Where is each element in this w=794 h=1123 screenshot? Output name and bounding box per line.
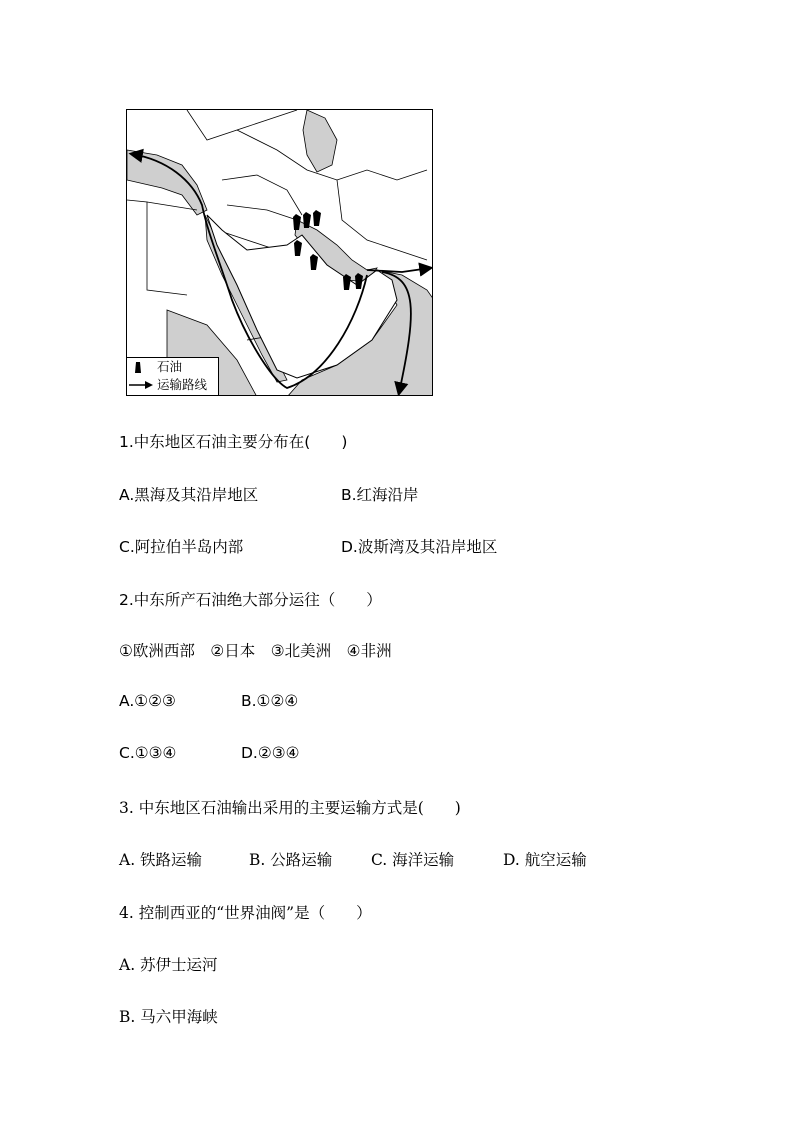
q1-option-b: B.红海沿岸	[341, 486, 419, 504]
question-3-stem: 3. 中东地区石油输出采用的主要运输方式是( )	[119, 799, 461, 817]
legend-route	[127, 376, 218, 394]
legend-oil	[127, 358, 218, 376]
legend-route-label: 运输路线	[157, 377, 208, 392]
map-drawing	[127, 110, 433, 396]
q1-option-a: A.黑海及其沿岸地区	[119, 486, 259, 504]
q3-option-d: D. 航空运输	[503, 851, 587, 869]
question-1-stem: 1.中东地区石油主要分布在( )	[119, 433, 348, 451]
q3-option-b: B. 公路运输	[249, 851, 333, 869]
q2-option-d: D.②③④	[241, 744, 300, 762]
oil-icon	[303, 212, 311, 228]
q2-items: ①欧洲西部 ②日本 ③北美洲 ④非洲	[119, 642, 392, 660]
question-2-stem: 2.中东所产石油绝大部分运往（ ）	[119, 591, 382, 609]
q3-option-c: C. 海洋运输	[371, 851, 455, 869]
legend-oil-label: 石油	[157, 359, 183, 374]
oil-icon	[313, 210, 321, 226]
oil-icon	[133, 361, 143, 373]
q2-option-a: A.①②③	[119, 692, 176, 710]
q2-option-b: B.①②④	[241, 692, 299, 710]
arrow-icon	[129, 380, 153, 390]
question-4-stem: 4. 控制西亚的“世界油阀”是（ ）	[119, 904, 372, 922]
q1-option-c: C.阿拉伯半岛内部	[119, 538, 244, 556]
q4-option-a: A. 苏伊士运河	[119, 956, 218, 974]
oil-map	[126, 109, 433, 396]
q2-option-c: C.①③④	[119, 744, 177, 762]
q3-option-a: A. 铁路运输	[119, 851, 203, 869]
map-legend	[127, 357, 219, 395]
q1-option-d: D.波斯湾及其沿岸地区	[341, 538, 498, 556]
q4-option-b: B. 马六甲海峡	[119, 1008, 218, 1026]
caspian-shade	[303, 110, 337, 172]
